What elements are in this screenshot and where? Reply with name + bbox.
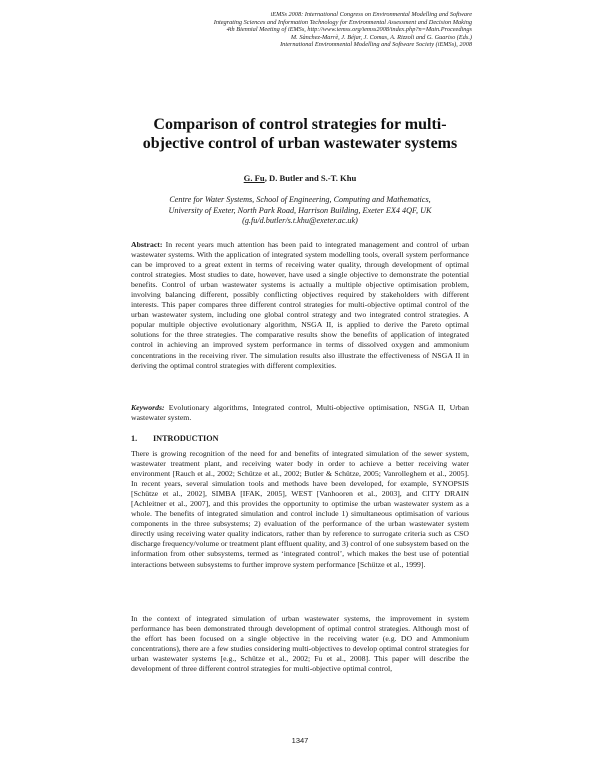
author-list bbox=[0, 173, 600, 183]
title-line: objective control of urban wastewater systems bbox=[142, 135, 458, 152]
abstract-label: Abstract: bbox=[131, 240, 163, 249]
header-line: Integrating Sciences and Information Technology for Environmental Assessment and Decision Making bbox=[213, 18, 472, 26]
paragraph-text: There is growing recognition of the need for and benefits of integrated simulation of the sewer system, wastewater treatment plant, and receiving water body in order to achieve a better receiving water environment [Rauch et al., 2002; Schütze et al., 2002; Butler & Schütze, 2005; Vanrolleghem et al., 2005]. In recent years, several simulation tools and methods have been developed, for example, SYNOPSIS [Schütze et al., 2002], SIMBA [IFAK, 2005], WEST [Vanhooren et al., 2003], and CITY DRAIN [Achleitner et al., 2007], and this provides the opportunity to optimise the urban wastewater system as a whole. The benefits of integrated simulation and control include 1) simultaneous optimisation of various components in the three subsystems; 2) evaluation of the performance of the urban wastewater system directly using receiving water quality indicators, rather than by reference to surrogate criteria such as CSO discharge frequency/volume or treatment plant effluent quality, and 3) control of one subsystem based on the information from other subsystems, termed as ‘integrated control’, which makes the best use of potential interactions between subsystems to further improve system performance [Schütze et al., 1999]. bbox=[131, 449, 469, 569]
abstract bbox=[131, 240, 469, 371]
affiliation-email: (g.fu/d.butler/s.t.khu@exeter.ac.uk) bbox=[242, 216, 358, 226]
header-line: iEMSs 2008: International Congress on Environmental Modelling and Software bbox=[270, 11, 472, 18]
conference-header bbox=[214, 11, 472, 49]
title-line: Comparison of control strategies for multi- bbox=[153, 116, 447, 133]
paper-title bbox=[0, 115, 600, 153]
intro-paragraph-2 bbox=[131, 614, 469, 674]
keywords-text: Evolutionary algorithms, Integrated control, Multi-objective optimisation, NSGA II, Urban wastewater system. bbox=[131, 403, 469, 423]
header-line: 4th Biennial Meeting of iEMSs, http://www.iemss.org/iemss2008/index.php?n=Main.Proceedings bbox=[226, 26, 472, 34]
keywords bbox=[131, 403, 469, 423]
affiliation-line: University of Exeter, North Park Road, Harrison Building, Exeter EX4 4QF, UK bbox=[168, 205, 432, 215]
abstract-text: In recent years much attention has been paid to integrated management and control of urban wastewater systems. With the application of integrated system modelling tools, overall system performance can be improved to a great extent in terms of receiving water quality, through development of optimal control strategies. Most studies to date, however, have used a single objective to demonstrate the potential benefits. Control of urban wastewater systems is actually a multiple objective optimisation problem, involving balancing different, possibly conflicting objectives required by stakeholders with different interests. This paper compares three different control strategies for multi-objective optimal control of the urban wastewater system, including one global control strategy and two integrated control strategies. A popular multiple objective evolutionary algorithm, NSGA II, is applied to derive the Pareto optimal solutions for the three strategies. The comparative results show the benefits of application of integrated control in achieving an improved system performance in terms of dissolved oxygen and ammonium concentrations in the receiving river. The simulation results also illustrate the effectiveness of NSGA II in deriving the optimal control strategies with different complexities. bbox=[131, 240, 469, 370]
header-line: M. Sànchez-Marrè, J. Béjar, J. Comas, A. Rizzoli and G. Guariso (Eds.) bbox=[290, 33, 472, 41]
header-line: International Environmental Modelling and Software Society (iEMSs), 2008 bbox=[280, 41, 472, 49]
section-title: INTRODUCTION bbox=[153, 434, 219, 443]
paragraph-text: In the context of integrated simulation of urban wastewater systems, the improvement in system performance has been demonstrated through development of optimal control strategies. Although most of the effort has been focused on a single objective in the receiving water (e.g. DO and Ammonium concentrations), there are a few studies considering multi-objectives to develop optimal control strategies for urban wastewater systems [e.g., Schütze et al., 2002; Fu et al., 2008]. This paper will describe the development of three different control strategies for multi-objective optimal control, bbox=[131, 614, 469, 674]
affiliation-line: Centre for Water Systems, School of Engineering, Computing and Mathematics, bbox=[169, 195, 431, 204]
affiliation bbox=[0, 195, 600, 227]
page-number: 1347 bbox=[291, 736, 309, 745]
intro-paragraph-1 bbox=[131, 449, 469, 570]
other-authors: , D. Butler and S.-T. Khu bbox=[264, 173, 357, 183]
section-number: 1. bbox=[131, 434, 138, 443]
corresponding-author: G. Fu bbox=[243, 173, 265, 183]
section-heading bbox=[131, 434, 219, 444]
keywords-label: Keywords: bbox=[131, 403, 165, 412]
